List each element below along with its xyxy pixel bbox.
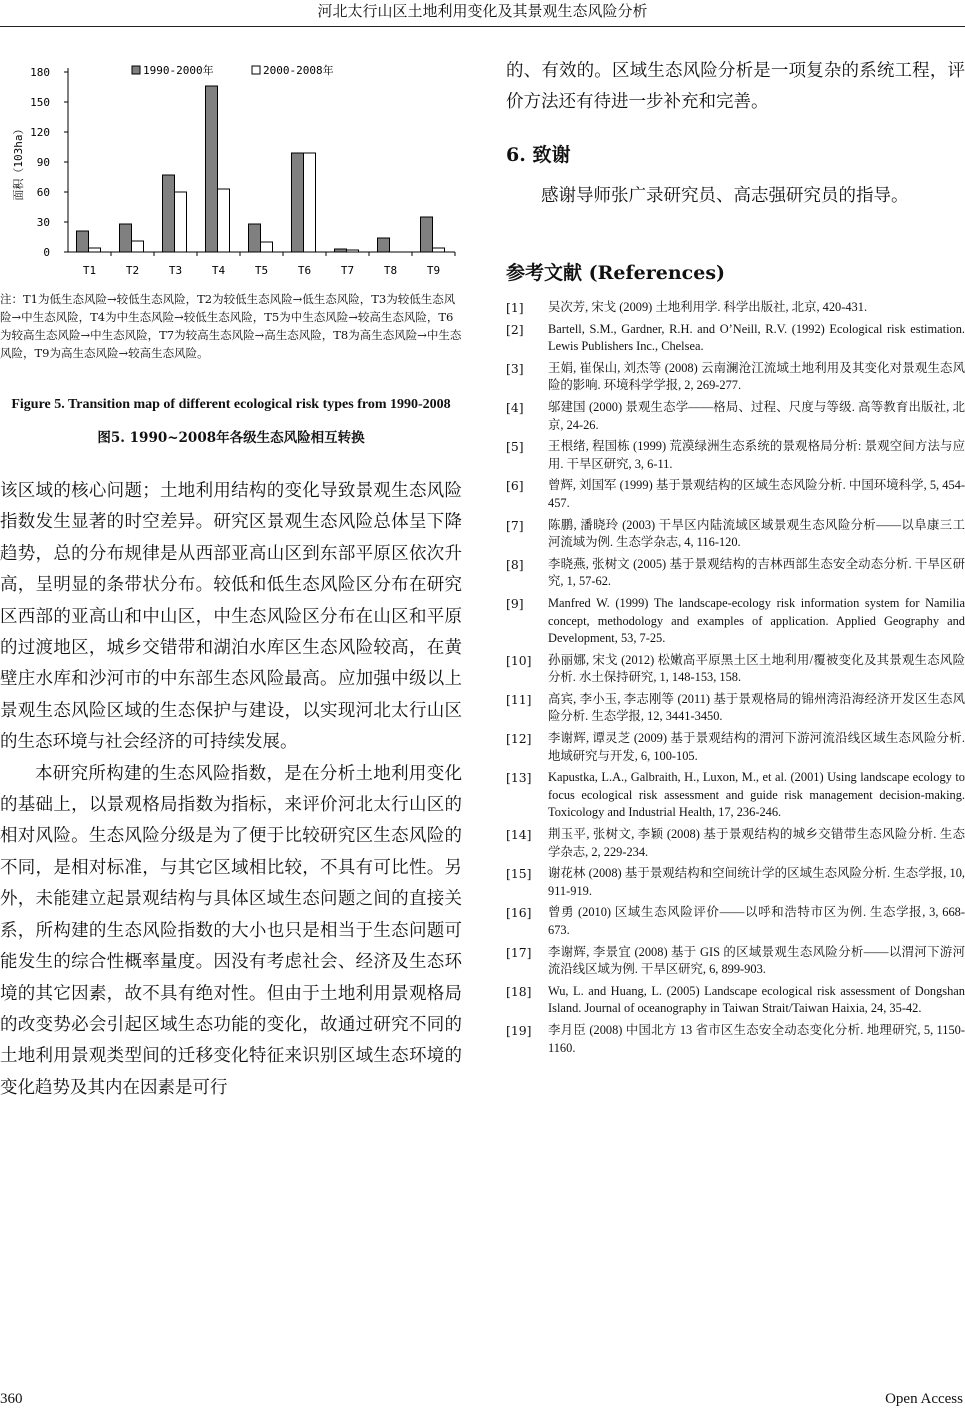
bar-t6-series-2 [304, 153, 316, 252]
bar-t1-series-1 [77, 231, 89, 252]
reference-item [506, 769, 965, 822]
bar-t5-series-1 [249, 224, 261, 252]
chart-legend [132, 63, 334, 77]
legend-swatch [252, 66, 260, 74]
reference-text: 李谢辉, 李景宜 (2008) 基于 GIS 的区域景观生态风险分析——以渭河下游河流沿线区域为例. 干旱区研究, 6, 899-903. [548, 944, 965, 977]
reference-number: [2] [506, 321, 524, 337]
reference-number: [10] [506, 652, 532, 668]
bar-chart-svg [0, 56, 462, 286]
bar-t3-series-2 [175, 192, 187, 252]
chart-bars [77, 86, 445, 252]
x-tick-label: T3 [168, 264, 183, 277]
paragraph: 本研究所构建的生态风险指数，是在分析土地利用变化的基础上，以景观格局指数为指标，来评价河北太行山区的相对风险。生态风险分级是为了便于比较研究区生态风险的不同，是相对标准，与其它区域相比较，不具有可比性。另外，未能建立起景观结构与具体区域生态问题之间的直接关系，所构建的生态风险指数的大小也只是相当于生态问题可能发生的综合性概率量度。因没有考虑社会、经济及生态环境的其它因素，故不具有绝对性。但由于土地利用景观格局的改变势必会引起区域生态功能的变化，故通过研究不同的土地利用景观类型间的迁移变化特征来识别区域生态环境的变化趋势及其内在因素是可行 [0, 763, 462, 1098]
y-tick-label: 150 [30, 96, 50, 109]
reference-text: Wu, L. and Huang, L. (2005) Landscape ecological risk assessment of Dongshan Island. Journal of oceanography in Taiwan Strait/Taiwan Haixia, 24, 35-42. [548, 983, 965, 1016]
x-tick-label: T7 [340, 264, 355, 277]
y-tick-label: 30 [36, 216, 50, 229]
references-title: 参考文献 (References) [506, 262, 726, 284]
reference-number: [1] [506, 300, 524, 315]
reference-text: Manfred W. (1999) The landscape-ecology risk information system for Namilia concept, methodology and examples of application. Applied Geography and Development, 53, 7-25. [548, 595, 965, 646]
figure-note: 注：T1为低生态风险→较低生态风险，T2为较低生态风险→低生态风险，T3为较低生态风险→中生态风险，T4为中生态风险→较低生态风险，T5为中生态风险→较高生态风险，T6为较高生态风险→中生态风险，T7为较高生态风险→高生态风险，T8为高生态风险→中生态风险，T9为高生态风险→较高生态风险。 [0, 292, 462, 360]
x-tick-label: T2 [125, 264, 140, 277]
open-access-label: Open Access [885, 1391, 963, 1407]
bar-t4-series-2 [218, 189, 230, 252]
bar-t9-series-1 [421, 217, 433, 252]
reference-item [506, 691, 965, 726]
bar-t9-series-2 [433, 248, 445, 252]
bar-t6-series-1 [292, 153, 304, 252]
reference-number: [6] [506, 478, 524, 494]
legend-label: 2000-2008年 [263, 64, 334, 77]
reference-text: Kapustka, L.A., Galbraith, H., Luxon, M., et al. (2001) Using landscape ecology to focus ecological risk assessment and guide risk management decision-making. Toxicology and Industrial Health, 17, 236-246. [548, 770, 965, 820]
reference-item [506, 399, 965, 434]
y-tick-label: 180 [30, 66, 50, 79]
reference-number: [4] [506, 399, 524, 415]
reference-number: [14] [506, 827, 532, 843]
figure-5-chart [0, 56, 462, 286]
reference-item [506, 321, 965, 356]
reference-text: 李晓燕, 张树文 (2005) 基于景观结构的吉林西部生态安全动态分析. 干旱区研究, 1, 57-62. [548, 556, 965, 589]
reference-number: [3] [506, 360, 524, 376]
reference-item [506, 299, 965, 317]
x-tick-label: T4 [211, 264, 226, 277]
header-rule [0, 26, 965, 27]
reference-text: 荆玉平, 张树文, 李颖 (2008) 基于景观结构的城乡交错带生态风险分析. 生态学杂志, 2, 229-234. [548, 827, 965, 859]
reference-item [506, 556, 965, 591]
reference-text: Bartell, S.M., Gardner, R.H. and O’Neill, R.V. (1992) Ecological risk estimation. Lewis Publishers Inc., Chelsea. [548, 321, 965, 354]
running-header: 河北太行山区土地利用变化及其景观生态风险分析 [317, 2, 648, 20]
reference-number: [12] [506, 731, 532, 747]
bar-t2-series-1 [120, 224, 132, 252]
x-tick-label: T9 [426, 264, 441, 277]
legend-label: 1990-2000年 [143, 64, 214, 77]
bar-t1-series-2 [89, 248, 101, 252]
reference-item [506, 360, 965, 395]
reference-item [506, 652, 965, 687]
bar-t3-series-1 [163, 175, 175, 252]
reference-item [506, 944, 965, 979]
reference-number: [19] [506, 1022, 532, 1038]
reference-text: 王根绪, 程国栋 (1999) 荒漠绿洲生态系统的景观格局分析: 景观空间方法与应用. 干旱区研究, 3, 6-11. [548, 439, 965, 471]
reference-text: 高宾, 李小玉, 李志刚等 (2011) 基于景观格局的锦州湾沿海经济开发区生态风险分析. 生态学报, 12, 3441-3450. [548, 691, 965, 724]
reference-item [506, 983, 965, 1018]
reference-number: [13] [506, 770, 532, 786]
reference-item [506, 730, 965, 765]
y-axis-label: 面积（103ha） [12, 123, 25, 201]
reference-item [506, 904, 965, 939]
reference-number: [7] [506, 517, 524, 533]
y-tick-label: 60 [36, 186, 50, 199]
reference-number: [8] [506, 556, 524, 572]
reference-text: 曾辉, 刘国军 (1999) 基于景观结构的区域生态风险分析. 中国环境科学, 5, 454-457. [548, 478, 965, 510]
bar-t4-series-1 [206, 86, 218, 252]
right-column [506, 56, 965, 1061]
x-tick-label: T1 [82, 264, 97, 277]
x-tick-label: T8 [383, 264, 398, 277]
x-tick-label: T5 [254, 264, 269, 277]
paragraph: 的、有效的。区域生态风险分析是一项复杂的系统工程，评价方法还有待进一步补充和完善。 [506, 61, 965, 112]
reference-number: [16] [506, 905, 532, 921]
reference-text: 王娟, 崔保山, 刘杰等 (2008) 云南澜沧江流域土地利用及其变化对景观生态风险的影响. 环境科学学报, 2, 269-277. [548, 360, 965, 393]
reference-text: 邬建国 (2000) 景观生态学——格局、过程、尺度与等级. 高等教育出版社, 北京, 24-26. [548, 399, 965, 432]
reference-text: 李谢辉, 谭灵芝 (2009) 基于景观结构的渭河下游河流沿线区域生态风险分析. 地域研究与开发, 6, 100-105. [548, 731, 965, 763]
y-tick-label: 0 [43, 246, 50, 259]
bar-t2-series-2 [132, 241, 144, 252]
reference-item [506, 517, 965, 552]
paragraph: 该区域的核心问题；土地利用结构的变化导致景观生态风险指数发生显著的时空差异。研究区景观生态风险总体呈下降趋势，总的分布规律是从西部亚高山区到东部平原区依次升高，呈明显的条带状分布。较低和低生态风险区分布在研究区西部的亚高山和中山区，中生态风险区分布在山区和平原的过渡地区，城乡交错带和湖泊水库区生态风险较高，在黄壁庄水库和沙河市的中东部生态风险最高。应加强中级以上景观生态风险区域的生态保护与建设，以实现河北太行山区的生态环境与社会经济的可持续发展。 [0, 481, 462, 753]
legend-swatch [132, 66, 140, 74]
reference-text: 曾勇 (2010) 区域生态风险评价——以呼和浩特市区为例. 生态学报, 3, 668-673. [548, 905, 965, 937]
reference-item [506, 477, 965, 512]
reference-text: 谢花林 (2008) 基于景观结构和空间统计学的区域生态风险分析. 生态学报, 10, 911-919. [548, 866, 965, 898]
bar-t5-series-2 [261, 242, 273, 252]
reference-text: 陈鹏, 潘晓玲 (2003) 干旱区内陆流域区域景观生态风险分析——以阜康三工河流域为例. 生态学杂志, 4, 116-120. [548, 517, 965, 550]
reference-item [506, 595, 965, 648]
bar-t8-series-1 [378, 238, 390, 252]
section-title-acknowledgement: 6. 致谢 [506, 144, 571, 166]
x-tick-label: T6 [297, 264, 312, 277]
reference-number: [9] [506, 595, 524, 611]
reference-text: 李月臣 (2008) 中国北方 13 省市区生态安全动态变化分析. 地理研究, 5, 1150-1160. [548, 1022, 965, 1055]
y-tick-label: 120 [30, 126, 50, 139]
reference-item [506, 1022, 965, 1057]
reference-number: [18] [506, 983, 532, 999]
reference-number: [11] [506, 691, 532, 707]
reference-item [506, 865, 965, 900]
reference-number: [5] [506, 439, 524, 455]
figure-caption-en: Figure 5. Transition map of different ecological risk types from 1990-2008 [11, 397, 451, 412]
reference-text: 吴次芳, 宋戈 (2009) 土地利用学. 科学出版社, 北京, 420-431. [548, 300, 868, 314]
reference-item [506, 438, 965, 473]
figure-caption-cn: 图5. 1990~2008年各级生态风险相互转换 [97, 430, 365, 446]
reference-number: [17] [506, 944, 532, 960]
page-number: 360 [0, 1391, 23, 1407]
y-tick-label: 90 [36, 156, 50, 169]
reference-number: [15] [506, 866, 532, 882]
reference-list [506, 299, 965, 1057]
acknowledgement-text: 感谢导师张广录研究员、高志强研究员的指导。 [541, 186, 909, 206]
left-body-text [0, 476, 462, 1104]
reference-text: 孙丽娜, 宋戈 (2012) 松嫩高平原黑土区土地利用/覆被变化及其景观生态风险分析. 水土保持研究, 1, 148-153, 158. [548, 652, 965, 685]
reference-item [506, 826, 965, 861]
